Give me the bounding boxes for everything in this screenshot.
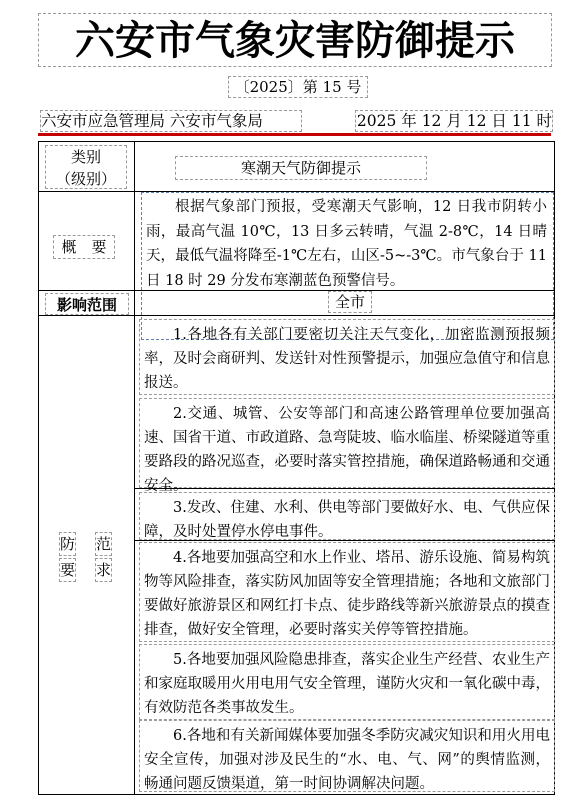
scope-label: 影响范围: [45, 293, 129, 315]
category-label: [45, 145, 127, 189]
scope-value: 全市: [328, 291, 372, 313]
requirement-item: 4.各地要加强高空和水上作业、塔吊、游乐设施、简易构筑物等风险排查，落实防风加固等安全管理措施；各地和文旅部门要做好旅游景区和网红打卡点、徒步路线等新兴旅游景点的摸查排查，做好安全管理，必要时落实关停等管控措施。: [139, 542, 555, 642]
requirement-separator: [135, 488, 554, 489]
issuing-agencies: 六安市应急管理局 六安市气象局: [40, 110, 302, 132]
requirement-item: 1.各地各有关部门要密切关注天气变化，加密监测预报频率，及时会商研判、发送针对性预警提示，加强应急值守和信息报送。: [139, 319, 555, 395]
requirements-label-char: 防: [59, 532, 76, 556]
requirements-label-char: 范: [95, 532, 112, 556]
issue-datetime: 2025 年 12 月 12 日 11 时: [356, 112, 552, 130]
summary-text: 根据气象部门预报，受寒潮天气影响，12 日我市阴转小雨，最高气温 10℃，13 日多云转晴，气温 2-8℃，14 日晴天，最低气温将降至-1℃左右，山区-5~-3℃。市气象台于 11 日 18 时 29 分发布寒潮蓝色预警信号。: [141, 192, 554, 340]
category-label-line2: （级别）: [55, 170, 116, 188]
category-label-line1: 类别: [70, 148, 101, 166]
document-title: 六安市气象灾害防御提示: [38, 13, 552, 67]
requirements-label-char: 要: [59, 558, 76, 582]
requirement-item: 3.发改、住建、水利、供电等部门要做好水、电、气供应保障，及时处置停水停电事件。: [139, 492, 555, 540]
red-divider-line: [38, 133, 551, 136]
requirement-item: 6.各地和有关新闻媒体要加强冬季防灾减灾知识和用火用电安全宣传，加强对涉及民生的“水、电、气、网”的舆情监测，畅通问题反馈渠道，第一时间协调解决问题。: [139, 720, 555, 792]
requirements-label-char: 求: [95, 558, 112, 582]
summary-label: 概 要: [53, 235, 115, 259]
document-number: 〔2025〕第 15 号: [228, 76, 368, 98]
warning-table: [38, 141, 555, 795]
table-column-divider: [134, 142, 135, 794]
requirement-item: 5.各地要加强风险隐患排查，落实企业生产经营、农业生产和家庭取暖用火用电用气安全管理，谨防火灾和一氧化碳中毒，有效防范各类事故发生。: [139, 644, 555, 720]
requirement-item: 2.交通、城管、公安等部门和高速公路管理单位要加强高速、国省干道、市政道路、急弯陡坡、临水临崖、桥梁隧道等重要路段的路况巡查，必要时落实管控措施，确保道路畅通和交通安全。: [139, 398, 555, 488]
requirements-label: [59, 532, 115, 580]
category-value: 寒潮天气防御提示: [175, 156, 427, 180]
